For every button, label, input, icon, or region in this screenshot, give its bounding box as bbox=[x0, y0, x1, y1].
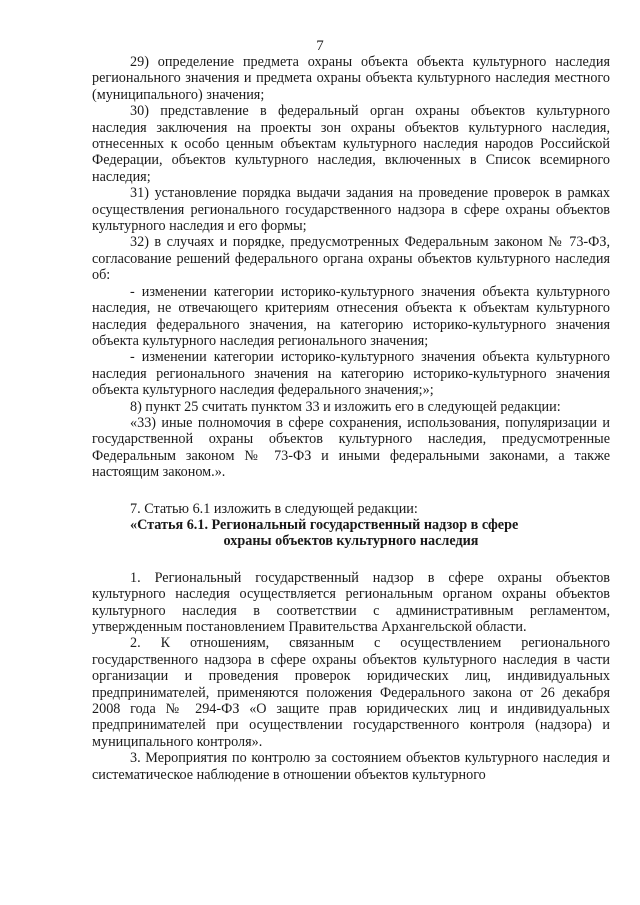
paragraph-item-29: 29) определение предмета охраны объекта объекта культурного наследия регионального значения и предмета охраны объекта культурного наследия местного (муниципального) значения; bbox=[92, 54, 610, 103]
paragraph-subitem-1: - изменении категории историко-культурного значения объекта культурного наследия, не отвечающего критериям отнесения объекта к объектам культурного наследия федерального значения, на категорию историко-культурного значения объекта культурного наследия регионального значения; bbox=[92, 283, 610, 349]
article-heading-line2: охраны объектов культурного наследия bbox=[223, 533, 479, 550]
page-number: 7 bbox=[316, 38, 324, 54]
article-heading-line1: «Статья 6.1. Региональный государственный надзор в сфере bbox=[130, 516, 519, 533]
paragraph-subitem-2: - изменении категории историко-культурного значения объекта культурного наследия регионального значения на категорию историко-культурного значения объекта культурного наследия федерального значения;»; bbox=[92, 349, 610, 399]
article-paragraph-2: 2. К отношениям, связанным с осуществлением регионального государственного надзора в сфере охраны объектов культурного наследия в части организации и проведения проверок юридических лиц, индивидуальных предпринимателей, применяются положения Федерального закона от 26 декабря 2008 года № 294-ФЗ «О защите прав юридических лиц и индивидуальных предпринимателей при осуществлении государственного контроля (надзора) и муниципального контроля». bbox=[92, 635, 610, 750]
section-intro: 7. Статью 6.1 изложить в следующей редакции: bbox=[130, 500, 418, 517]
paragraph-item-32: 32) в случаях и порядке, предусмотренных Федеральным законом № 73-ФЗ, согласование решений федерального органа охраны объектов культурного наследия об: bbox=[92, 234, 610, 284]
article-paragraph-3: 3. Мероприятия по контролю за состоянием объектов культурного наследия и систематическое наблюдение в отношении объектов культурного bbox=[92, 750, 610, 783]
paragraph-item-31: 31) установление порядка выдачи задания на проведение проверок в рамках осуществления регионального государственного надзора в сфере охраны объектов культурного наследия и его формы; bbox=[92, 185, 610, 235]
paragraph-point-8: 8) пункт 25 считать пунктом 33 и изложить его в следующей редакции: bbox=[130, 398, 561, 415]
paragraph-item-33: «33) иные полномочия в сфере сохранения, использования, популяризации и государственной охраны объектов культурного наследия, предусмотренные Федеральным законом № 73-ФЗ и иными федеральными законами, а также настоящим законом.». bbox=[92, 414, 610, 481]
paragraph-item-30: 30) представление в федеральный орган охраны объектов культурного наследия заключения на проекты зон охраны объектов культурного наследия, отнесенных к особо ценным объектам культурного наследия народов Российской Федерации, объектов культурного наследия, включенных в Список всемирного наследия; bbox=[92, 103, 610, 185]
article-heading bbox=[92, 517, 610, 550]
article-paragraph-1: 1. Региональный государственный надзор в сфере охраны объектов культурного наследия осуществляется региональным органом охраны объектов культурного наследия в соответствии с административным регламентом, утвержденным постановлением Правительства Архангельской области. bbox=[92, 569, 610, 635]
document-body bbox=[92, 54, 610, 783]
